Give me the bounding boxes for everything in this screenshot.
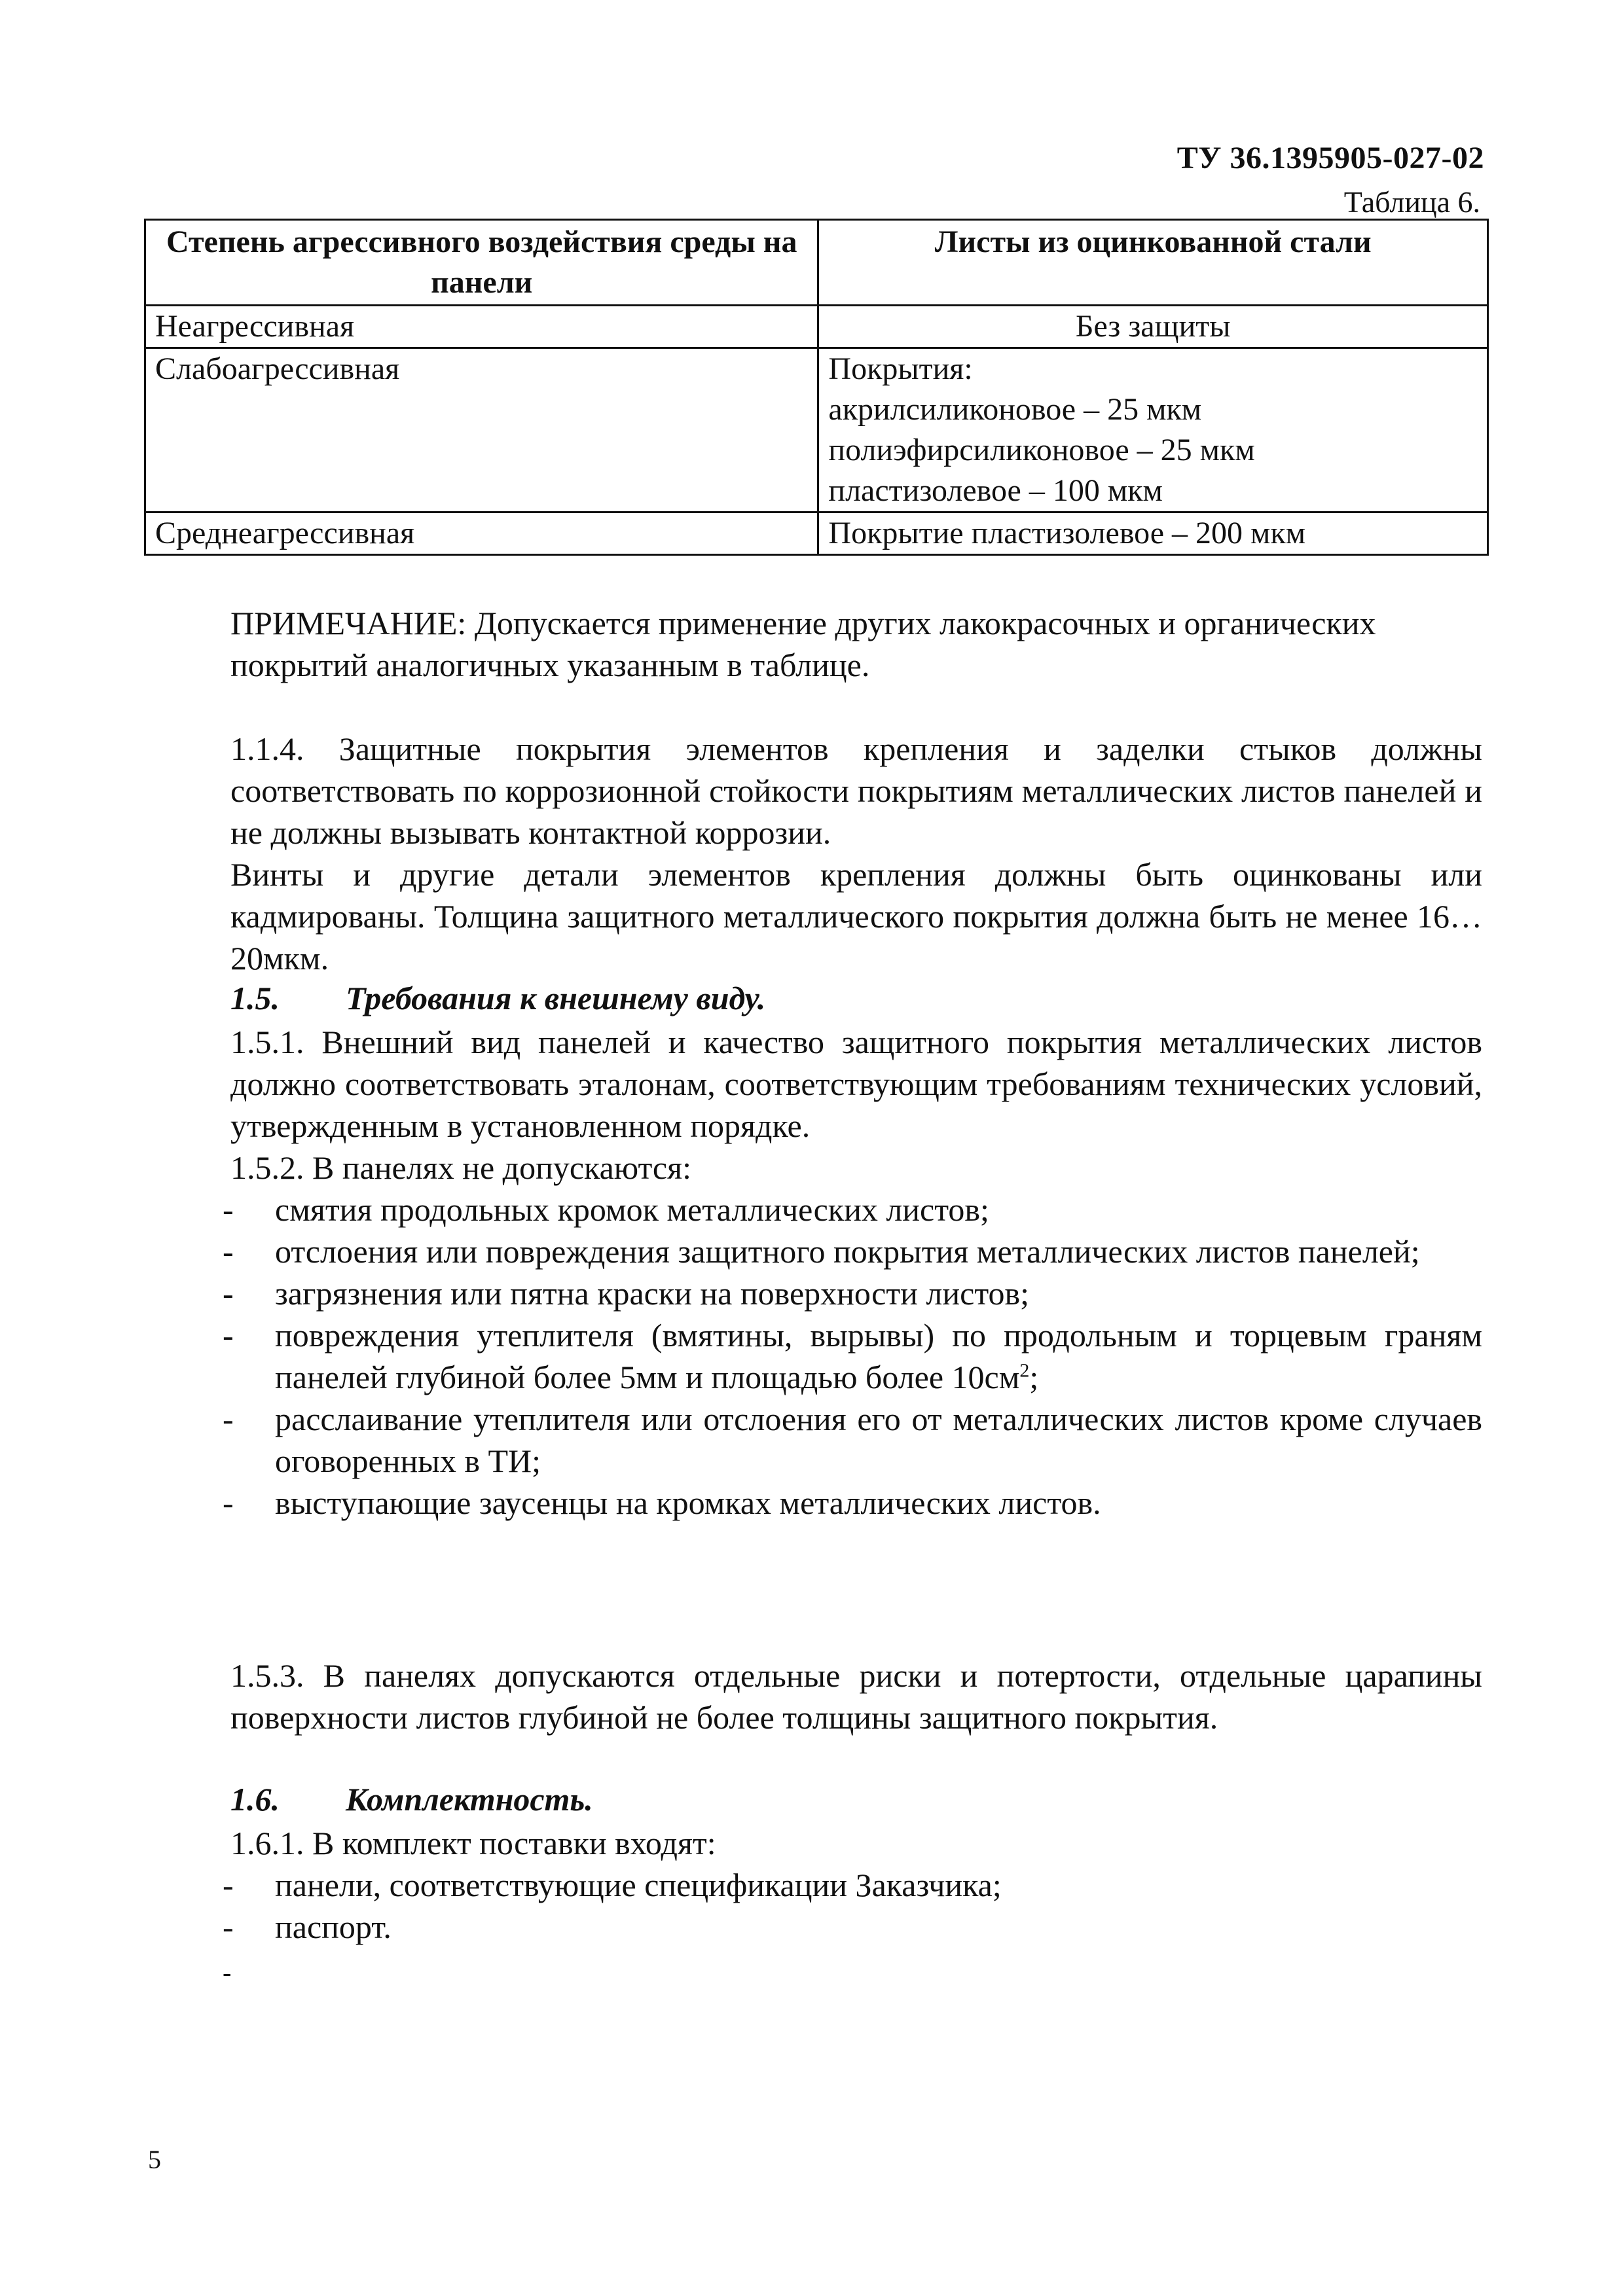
table-caption: Таблица 6. — [1343, 185, 1480, 219]
section-heading-1-5 — [230, 979, 765, 1017]
list-item — [223, 1864, 1482, 1906]
list-item-text: отслоения или повреждения защитного покрытия металлических листов панелей; — [275, 1233, 1420, 1270]
list-dash: - — [223, 1317, 234, 1354]
list-dash: - — [223, 1484, 234, 1521]
section-title: Требования к внешнему виду. — [346, 980, 766, 1016]
paragraph-1-6-1: 1.6.1. В комплект поставки входят: — [230, 1825, 716, 1861]
protection-line: пластизолевое – 100 мкм — [828, 473, 1163, 508]
section-number: 1.6. — [230, 1781, 280, 1818]
protection-line: Без защиты — [1075, 309, 1231, 344]
paragraph-1-1-4: 1.1.4. Защитные покрытия элементов крепления и заделки стыков должны соответствовать по коррозионной стойкости покрытиям металлических листов панелей и не должны вызывать контактной коррозии. — [230, 730, 1482, 851]
table-note: ПРИМЕЧАНИЕ: Допускается применение других лакокрасочных и органических покрытий аналогичных указанным в таблице. — [230, 605, 1376, 683]
protection-line: Покрытия: — [828, 351, 973, 386]
protection-line: полиэфирсиликоновое – 25 мкм — [828, 433, 1255, 467]
list-item — [223, 1906, 1482, 1948]
table-row — [145, 512, 1488, 555]
section-title: Комплектность. — [346, 1781, 593, 1818]
list-item-text: паспорт. — [275, 1909, 392, 1945]
paragraph-1-5-2: 1.5.2. В панелях не допускаются: — [230, 1149, 692, 1186]
stray-dash-mark: - — [223, 1958, 232, 1987]
section-heading-1-6 — [230, 1780, 593, 1818]
coating-table — [144, 219, 1489, 556]
list-item — [223, 1482, 1482, 1524]
paragraph-screws: Винты и другие детали элементов крепления должны быть оцинкованы или кадмированы. Толщина защитного металлического покрытия должна быть не менее 16…20мкм. — [230, 856, 1482, 977]
env-cell: Среднеагрессивная — [145, 512, 818, 555]
env-cell: Слабоагрессивная — [145, 348, 818, 512]
list-dash: - — [223, 1191, 234, 1228]
paragraph-1-5-1: 1.5.1. Внешний вид панелей и качество защитного покрытия металлических листов должно соответствовать эталонам, соответствующим требованиям технических условий, утвержденным в установленном порядке. — [230, 1024, 1482, 1144]
list-item-text: выступающие заусенцы на кромках металлических листов. — [275, 1484, 1101, 1521]
table-row — [145, 306, 1488, 348]
protection-cell — [818, 348, 1488, 512]
protection-cell — [818, 306, 1488, 348]
list-item-text: расслаивание утеплителя или отслоения его от металлических листов кроме случаев оговоренных в ТИ; — [275, 1401, 1482, 1479]
list-item — [223, 1189, 1482, 1230]
list-item-tail: ; — [1029, 1359, 1039, 1395]
protection-line: акрилсиликоновое – 25 мкм — [828, 392, 1202, 427]
table-header-sheets: Листы из оцинкованной стали — [818, 220, 1488, 306]
env-cell: Неагрессивная — [145, 306, 818, 348]
list-dash: - — [223, 1909, 234, 1945]
list-dash: - — [223, 1867, 234, 1903]
list-item — [223, 1272, 1482, 1314]
list-item-text: загрязнения или пятна краски на поверхности листов; — [275, 1275, 1030, 1312]
list-item-text: панели, соответствующие спецификации Заказчика; — [275, 1867, 1002, 1903]
list-item — [223, 1230, 1482, 1272]
protection-cell — [818, 512, 1488, 555]
paragraph-1-5-3: 1.5.3. В панелях допускаются отдельные риски и потертости, отдельные царапины поверхности листов глубиной не более толщины защитного покрытия. — [230, 1657, 1482, 1736]
list-dash: - — [223, 1401, 234, 1437]
table-row — [145, 348, 1488, 512]
table-header-row — [145, 220, 1488, 306]
list-dash: - — [223, 1233, 234, 1270]
superscript: 2 — [1019, 1359, 1030, 1382]
delivery-list — [223, 1864, 1482, 1948]
document-code: ТУ 36.1395905-027-02 — [1176, 141, 1484, 175]
page-number: 5 — [148, 2145, 161, 2174]
list-item — [223, 1398, 1482, 1482]
defects-list — [223, 1189, 1482, 1524]
list-item-text: повреждения утеплителя (вмятины, вырывы) по продольным и торцевым граням панелей глубиной более 5мм и площадью более 10см — [275, 1317, 1482, 1395]
list-dash: - — [223, 1275, 234, 1312]
protection-line: Покрытие пластизолевое – 200 мкм — [828, 516, 1306, 550]
table-header-environment: Степень агрессивного воздействия среды на панели — [145, 220, 818, 306]
section-number: 1.5. — [230, 980, 280, 1016]
list-item — [223, 1314, 1482, 1398]
list-item-text: смятия продольных кромок металлических листов; — [275, 1191, 989, 1228]
